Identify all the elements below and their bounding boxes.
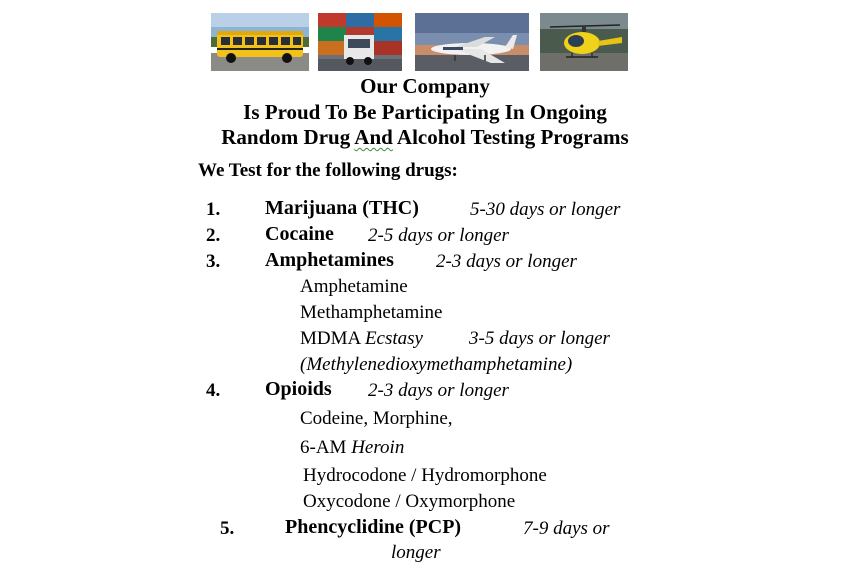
detection-window-cont: longer [391,542,441,563]
detection-window: 3-5 days or longer [469,328,610,349]
mdma-full-name: (Methylenedioxymethamphetamine) [300,354,573,375]
detection-window: 2-3 days or longer [436,251,577,272]
sub-drug-heroin [300,437,404,459]
sub-drug: Amphetamine [300,276,408,297]
sub-drug: Methamphetamine [300,302,443,323]
item-number: 1. [206,199,221,220]
jet-plane-photo [415,13,529,71]
drug-label: Cocaine [265,223,334,245]
drug-abbr: (PCP) [403,516,462,538]
intro-text: We Test for the following drugs: [198,160,458,181]
detection-window: 7-9 days or [523,518,610,539]
heading-line-2: Is Proud To Be Participating In Ongoing [243,100,607,124]
drug-name [265,197,419,220]
heading-line-3-end: Alcohol Testing Programs [392,125,629,149]
mdma-name: MDMA [300,328,365,349]
detection-window: 2-3 days or longer [368,380,509,401]
heading-line-3-start: Random Drug [221,125,355,149]
helicopter-photo [540,13,628,71]
drug-abbr: (THC) [357,197,419,219]
item-number: 4. [206,380,221,401]
item-number: 3. [206,251,221,272]
item-number: 2. [206,225,221,246]
item-number: 5. [220,518,235,539]
sub-drug: Hydrocodone / Hydromorphone [303,465,547,486]
drug-label: Opioids [265,378,332,400]
heading-line-1: Our Company [360,74,490,98]
heading-line-3 [0,124,850,150]
drug-label: Phencyclidine [285,516,404,538]
mdma-alias: Ecstasy [364,328,423,349]
heroin-alias: Heroin [351,437,405,458]
drug-label: Amphetamines [265,249,394,271]
sub-drug: Codeine, Morphine, [300,408,453,429]
heroin-name: 6-AM [300,437,352,458]
sub-drug-mdma [300,328,423,350]
detection-window: 5-30 days or longer [470,199,621,220]
drug-label: Marijuana [265,197,358,219]
truck-containers-photo [318,13,402,71]
drug-name [285,516,461,539]
school-bus-photo [211,13,309,71]
heading-and-word: And [354,125,393,149]
detection-window: 2-5 days or longer [368,225,509,246]
sub-drug: Oxycodone / Oxymorphone [303,491,516,512]
